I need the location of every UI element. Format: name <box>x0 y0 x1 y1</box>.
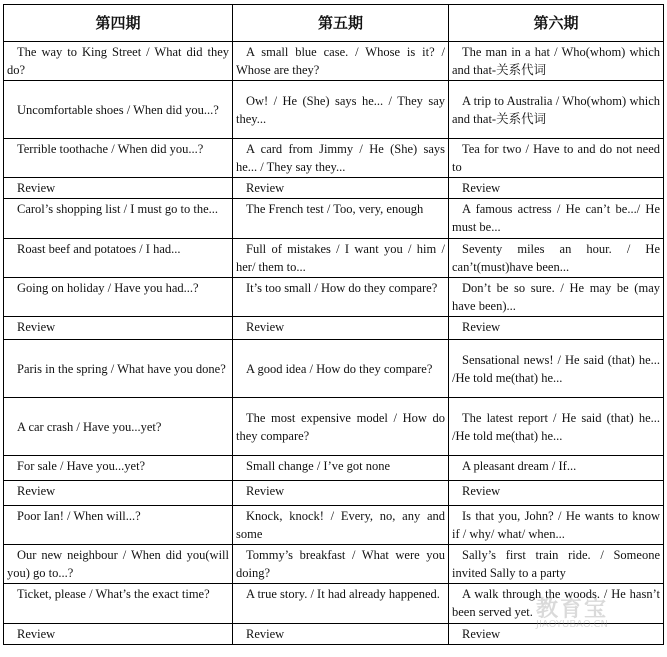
table-row <box>4 139 664 178</box>
table-cell: Tommy’s breakfast / What were you doing? <box>233 545 449 584</box>
table-cell: Full of mistakes / I want you / him / her/ them to... <box>233 239 449 278</box>
table-cell: Carol’s shopping list / I must go to the... <box>4 199 233 239</box>
table-cell: Seventy miles an hour. / He can’t(must)have been... <box>449 239 664 278</box>
table-cell: The latest report / He said (that) he... /He told me(that) he... <box>449 398 664 456</box>
table-cell: Uncomfortable shoes / When did you...? <box>4 81 233 139</box>
table-cell: Sally’s first train ride. / Someone invited Sally to a party <box>449 545 664 584</box>
review-cell: Review <box>449 481 664 506</box>
review-cell: Review <box>4 481 233 506</box>
table-cell: Roast beef and potatoes / I had... <box>4 239 233 278</box>
table-cell: The way to King Street / What did they do? <box>4 42 233 81</box>
table-cell: A famous actress / He can’t be.../ He must be... <box>449 199 664 239</box>
table-row <box>4 239 664 278</box>
table-cell: It’s too small / How do they compare? <box>233 278 449 317</box>
review-cell: Review <box>233 481 449 506</box>
table-cell: Going on holiday / Have you had...? <box>4 278 233 317</box>
table-cell: A good idea / How do they compare? <box>233 340 449 398</box>
lesson-table <box>3 4 664 645</box>
table-cell: A walk through the woods. / He hasn’t been served yet. <box>449 584 664 624</box>
site-watermark <box>536 592 608 630</box>
table-cell: A pleasant dream / If... <box>449 456 664 481</box>
table-cell: Ticket, please / What’s the exact time? <box>4 584 233 624</box>
review-row <box>4 178 664 199</box>
review-row <box>4 481 664 506</box>
table-cell: The most expensive model / How do they compare? <box>233 398 449 456</box>
table-cell: Tea for two / Have to and do not need to <box>449 139 664 178</box>
table-cell: Paris in the spring / What have you done? <box>4 340 233 398</box>
table-cell: Don’t be so sure. / He may be (may have been)... <box>449 278 664 317</box>
table-cell: Small change / I’ve got none <box>233 456 449 481</box>
table-cell: Knock, knock! / Every, no, any and some <box>233 506 449 545</box>
table-row <box>4 545 664 584</box>
review-cell: Review <box>233 178 449 199</box>
review-cell: Review <box>449 317 664 340</box>
table-cell: A car crash / Have you...yet? <box>4 398 233 456</box>
header-row <box>4 5 664 42</box>
column-header-6: 第六期 <box>449 5 664 42</box>
review-cell: Review <box>449 178 664 199</box>
table-row <box>4 199 664 239</box>
watermark-main: 教育宝 <box>536 597 609 622</box>
watermark-sub: JIAOYUBAO.CN <box>536 619 608 630</box>
table-cell: A trip to Australia / Who(whom) which and that-关系代词 <box>449 81 664 139</box>
column-header-5: 第五期 <box>233 5 449 42</box>
review-cell: Review <box>4 178 233 199</box>
table-cell: For sale / Have you...yet? <box>4 456 233 481</box>
review-cell: Review <box>233 317 449 340</box>
table-cell: Our new neighbour / When did you(will you) go to...? <box>4 545 233 584</box>
table-row <box>4 81 664 139</box>
review-row <box>4 317 664 340</box>
table-row <box>4 42 664 81</box>
table-row <box>4 398 664 456</box>
table-cell: Is that you, John? / He wants to know if / why/ what/ when... <box>449 506 664 545</box>
column-header-4: 第四期 <box>4 5 233 42</box>
table-cell: The French test / Too, very, enough <box>233 199 449 239</box>
table-cell: Ow! / He (She) says he... / They say they... <box>233 81 449 139</box>
table-cell: Terrible toothache / When did you...? <box>4 139 233 178</box>
review-cell: Review <box>233 624 449 645</box>
table-cell: Poor Ian! / When will...? <box>4 506 233 545</box>
review-cell: Review <box>4 624 233 645</box>
table-cell: A small blue case. / Whose is it? / Whose are they? <box>233 42 449 81</box>
table-row <box>4 340 664 398</box>
table-cell: A true story. / It had already happened. <box>233 584 449 624</box>
table-cell: The man in a hat / Who(whom) which and that-关系代词 <box>449 42 664 81</box>
table-cell: Sensational news! / He said (that) he... /He told me(that) he... <box>449 340 664 398</box>
table-cell: A card from Jimmy / He (She) says he... / They say they... <box>233 139 449 178</box>
table-row <box>4 278 664 317</box>
table-row <box>4 506 664 545</box>
review-cell: Review <box>4 317 233 340</box>
review-cell: Review <box>449 624 664 645</box>
table-row <box>4 456 664 481</box>
